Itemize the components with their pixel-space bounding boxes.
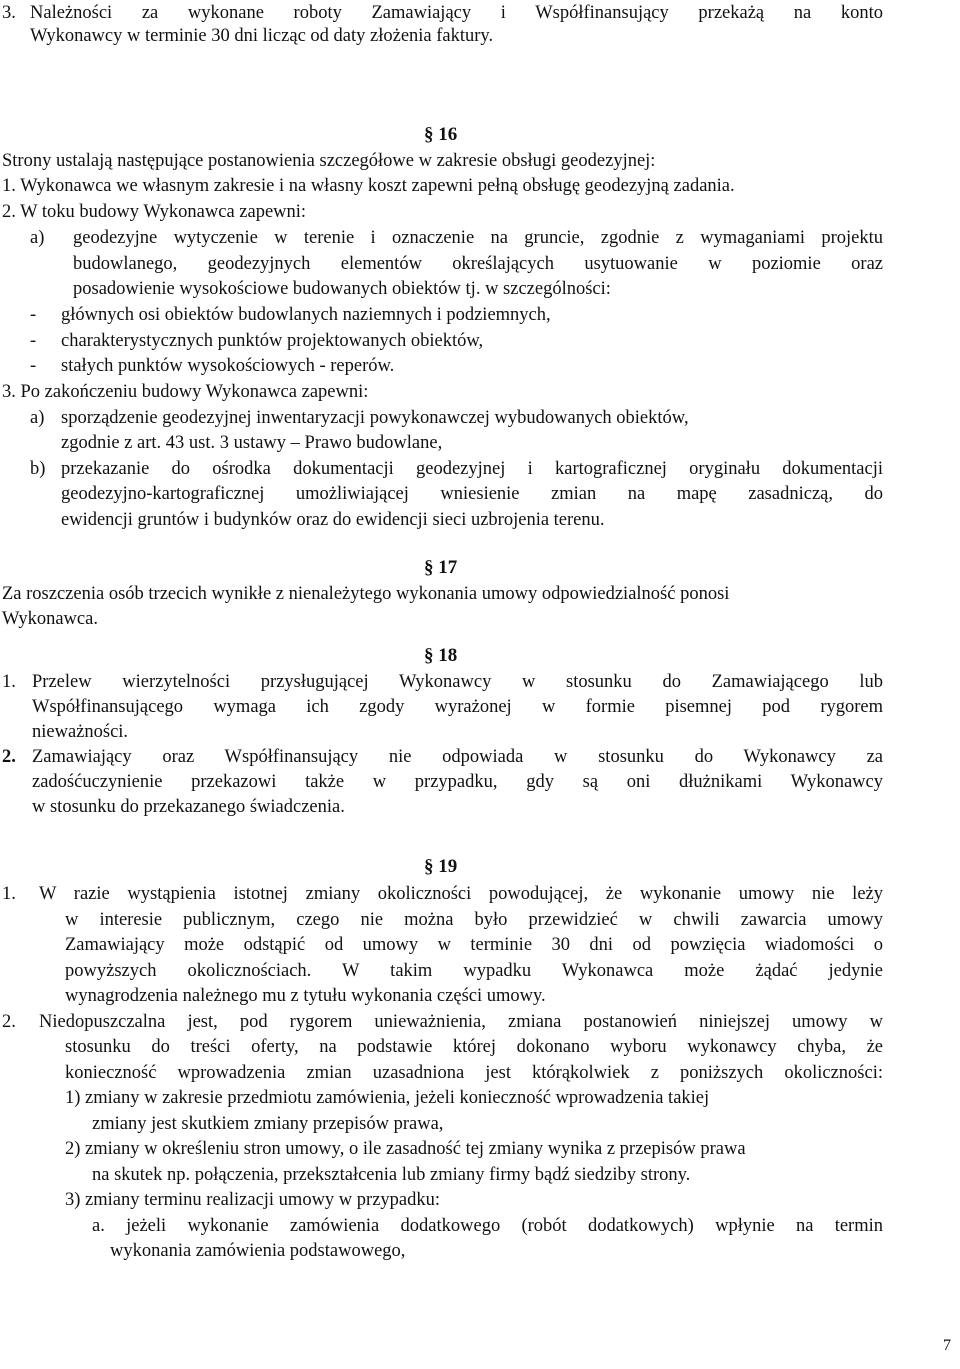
text-line: a. jeżeli wykonanie zamówienia dodatkowego (robót dodatkowych) wpłynie na termin bbox=[92, 1216, 883, 1236]
list-marker: b) bbox=[30, 459, 46, 479]
item-number: 1. bbox=[2, 884, 16, 904]
text-line: Za roszczenia osób trzecich wynikłe z nienależytego wykonania umowy odpowiedzialność ponosi bbox=[2, 584, 730, 604]
text-line: 3) zmiany terminu realizacji umowy w przypadku: bbox=[65, 1190, 441, 1210]
text-line: 1) zmiany w zakresie przedmiotu zamówienia, jeżeli konieczność wprowadzenia takiej bbox=[65, 1088, 710, 1108]
text-line: nieważności. bbox=[32, 722, 129, 742]
item-number: 3. bbox=[2, 3, 16, 23]
text-line: 2) zmiany w określeniu stron umowy, o ile zasadność tej zmiany wynika z przepisów prawa bbox=[65, 1139, 746, 1159]
dash-marker: - bbox=[30, 305, 37, 325]
text-line: powyższych okolicznościach. W takim wypadku Wykonawca może żądać jedynie bbox=[65, 961, 883, 981]
text-line: na skutek np. połączenia, przekształcenia lub zmiany firmy bądź siedziby strony. bbox=[92, 1165, 691, 1185]
text-line: wykonania zamówienia podstawowego, bbox=[110, 1241, 406, 1261]
text-line: Niedopuszczalna jest, pod rygorem unieważnienia, zmiana postanowień niniejszej umowy w bbox=[39, 1012, 883, 1032]
text-line: geodezyjne wytyczenie w terenie i oznaczenie na gruncie, zgodnie z wymaganiami projektu bbox=[73, 228, 883, 248]
text-line: konieczność wprowadzenia zmian uzasadniona jest którąkolwiek z poniższych okoliczności: bbox=[65, 1063, 883, 1083]
text-line: W razie wystąpienia istotnej zmiany okoliczności powodującej, że wykonanie umowy nie leży bbox=[39, 884, 883, 904]
text-line: przekazanie do ośrodka dokumentacji geodezyjnej i kartograficznej oryginału dokumentacji bbox=[61, 459, 883, 479]
text-line: stosunku do treści oferty, na podstawie której dokonano wyboru wykonawcy chyba, że bbox=[65, 1037, 883, 1057]
section-intro: Strony ustalają następujące postanowienia szczegółowe w zakresie obsługi geodezyjnej: bbox=[2, 151, 656, 171]
text-line: Współfinansującego wymaga ich zgody wyrażonej w formie pisemnej pod rygorem bbox=[32, 697, 883, 717]
list-item: stałych punktów wysokościowych - reperów. bbox=[61, 356, 395, 376]
list-item: 1. Wykonawca we własnym zakresie i na własny koszt zapewni pełną obsługę geodezyjną zadania. bbox=[2, 176, 735, 196]
text-line: zgodnie z art. 43 ust. 3 ustawy – Prawo budowlane, bbox=[61, 433, 443, 453]
text-line: wynagrodzenia należnego mu z tytułu wykonania części umowy. bbox=[65, 986, 546, 1006]
list-item: głównych osi obiektów budowlanych naziemnych i podziemnych, bbox=[61, 305, 551, 325]
dash-marker: - bbox=[30, 356, 37, 376]
text-line: Zamawiający może odstąpić od umowy w terminie 30 dni od powzięcia wiadomości o bbox=[65, 935, 883, 955]
section-heading-17: § 17 bbox=[424, 557, 458, 578]
section-heading-16: § 16 bbox=[424, 124, 458, 145]
item-number: 2. bbox=[2, 1012, 16, 1032]
text-line: w stosunku do przekazanego świadczenia. bbox=[32, 797, 345, 817]
text-line: Należności za wykonane roboty Zamawiający i Współfinansujący przekażą na konto bbox=[30, 3, 883, 23]
item-number: 2. bbox=[2, 747, 16, 767]
text-line: zadośćuczynienie przekazowi także w przypadku, gdy są oni dłużnikami Wykonawcy bbox=[32, 772, 883, 792]
text-line: sporządzenie geodezyjnej inwentaryzacji powykonawczej wybudowanych obiektów, bbox=[61, 408, 689, 428]
text-line: Przelew wierzytelności przysługującej Wykonawcy w stosunku do Zamawiającego lub bbox=[32, 672, 883, 692]
text-line: w interesie publicznym, czego nie można było przewidzieć w chwili zawarcia umowy bbox=[65, 910, 883, 930]
text-line: Zamawiający oraz Współfinansujący nie odpowiada w stosunku do Wykonawcy za bbox=[32, 747, 883, 767]
text-line: Wykonawcy w terminie 30 dni licząc od daty złożenia faktury. bbox=[30, 26, 494, 46]
page-number: 7 bbox=[943, 1337, 951, 1354]
text-line: Wykonawca. bbox=[2, 609, 98, 629]
list-marker: a) bbox=[30, 228, 45, 248]
text-line: zmiany jest skutkiem zmiany przepisów prawa, bbox=[92, 1114, 444, 1134]
item-number: 1. bbox=[2, 672, 16, 692]
list-marker: a) bbox=[30, 408, 45, 428]
text-line: ewidencji gruntów i budynków oraz do ewidencji sieci uzbrojenia terenu. bbox=[61, 510, 605, 530]
dash-marker: - bbox=[30, 331, 37, 351]
section-heading-18: § 18 bbox=[424, 645, 458, 666]
text-line: geodezyjno-kartograficznej umożliwiającej wniesienie zmian na mapę zasadniczą, do bbox=[61, 484, 883, 504]
list-item: 3. Po zakończeniu budowy Wykonawca zapewni: bbox=[2, 382, 369, 402]
section-heading-19: § 19 bbox=[424, 856, 458, 877]
list-item: charakterystycznych punktów projektowanych obiektów, bbox=[61, 331, 484, 351]
text-line: posadowienie wysokościowe budowanych obiektów tj. w szczególności: bbox=[73, 279, 611, 299]
list-item: 2. W toku budowy Wykonawca zapewni: bbox=[2, 202, 307, 222]
text-line: budowlanego, geodezyjnych elementów określających usytuowanie w poziomie oraz bbox=[73, 254, 883, 274]
